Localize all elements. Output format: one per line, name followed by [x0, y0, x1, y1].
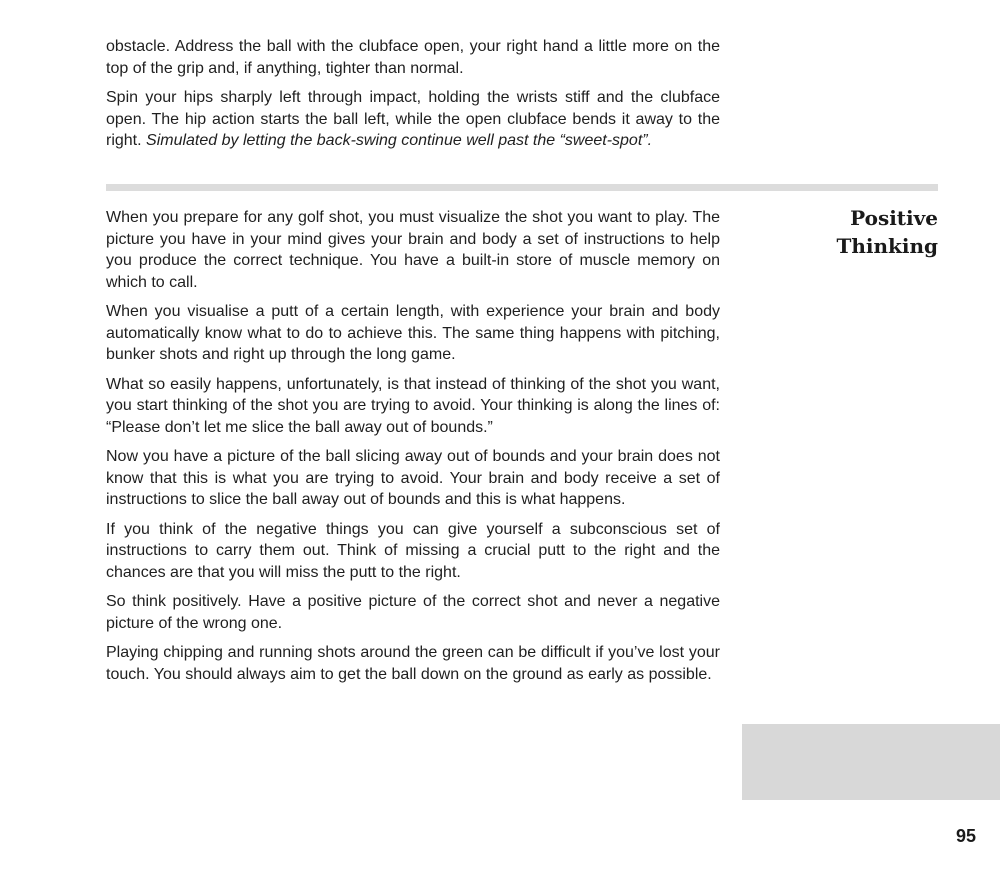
italic-caption: Simulated by letting the back-swing continue well past the “sweet-spot”. [146, 132, 653, 149]
paragraph: If you think of the negative things you can give yourself a subconscious set of instructions to carry them out. Think of missing a crucial putt to the right and the chances are that you will miss the putt to the right. [106, 520, 720, 581]
top-text-section [106, 36, 720, 160]
page-number: 95 [955, 826, 976, 846]
paragraph: So think positively. Have a positive picture of the correct shot and never a negative picture of the wrong one. [106, 593, 720, 632]
paragraph: obstacle. Address the ball with the clubface open, your right hand a little more on the top of the grip and, if anything, tighter than normal. [106, 38, 720, 77]
paragraph [106, 87, 720, 152]
grey-margin-box [742, 724, 1000, 800]
paragraph: When you prepare for any golf shot, you must visualize the shot you want to play. The picture you have in your mind gives your brain and body a set of instructions to help you produce the correct technique. You have a built-in store of muscle memory on which to call. [106, 209, 720, 291]
paragraph: Playing chipping and running shots around the green can be difficult if you’ve lost your touch. You should always aim to get the ball down on the ground as early as possible. [106, 644, 720, 683]
heading-line-1: Positive [850, 206, 938, 230]
paragraph: What so easily happens, unfortunately, is that instead of thinking of the shot you want, you start thinking of the shot you are trying to avoid. Your thinking is along the lines of: “Please don’t let me slice the ball away out of bounds.” [106, 375, 720, 436]
section-divider [106, 184, 938, 191]
paragraph: Now you have a picture of the ball slicing away out of bounds and your brain does not know that this is what you are trying to avoid. Your brain and body receive a set of instructions to slice the ball away out of bounds and this is what happens. [106, 448, 720, 508]
main-text-section [106, 207, 720, 693]
paragraph: When you visualise a putt of a certain length, with experience your brain and body automatically know what to do to achieve this. The same thing happens with pitching, bunker shots and right up through the long game. [106, 303, 720, 363]
section-heading [800, 204, 938, 260]
paragraph-text: Spin your hips sharply left through impact, holding the wrists stiff and the clubface open. The hip action starts the ball left, while the open clubface bends it away to the right. [106, 89, 720, 149]
heading-line-2: Thinking [836, 234, 938, 258]
